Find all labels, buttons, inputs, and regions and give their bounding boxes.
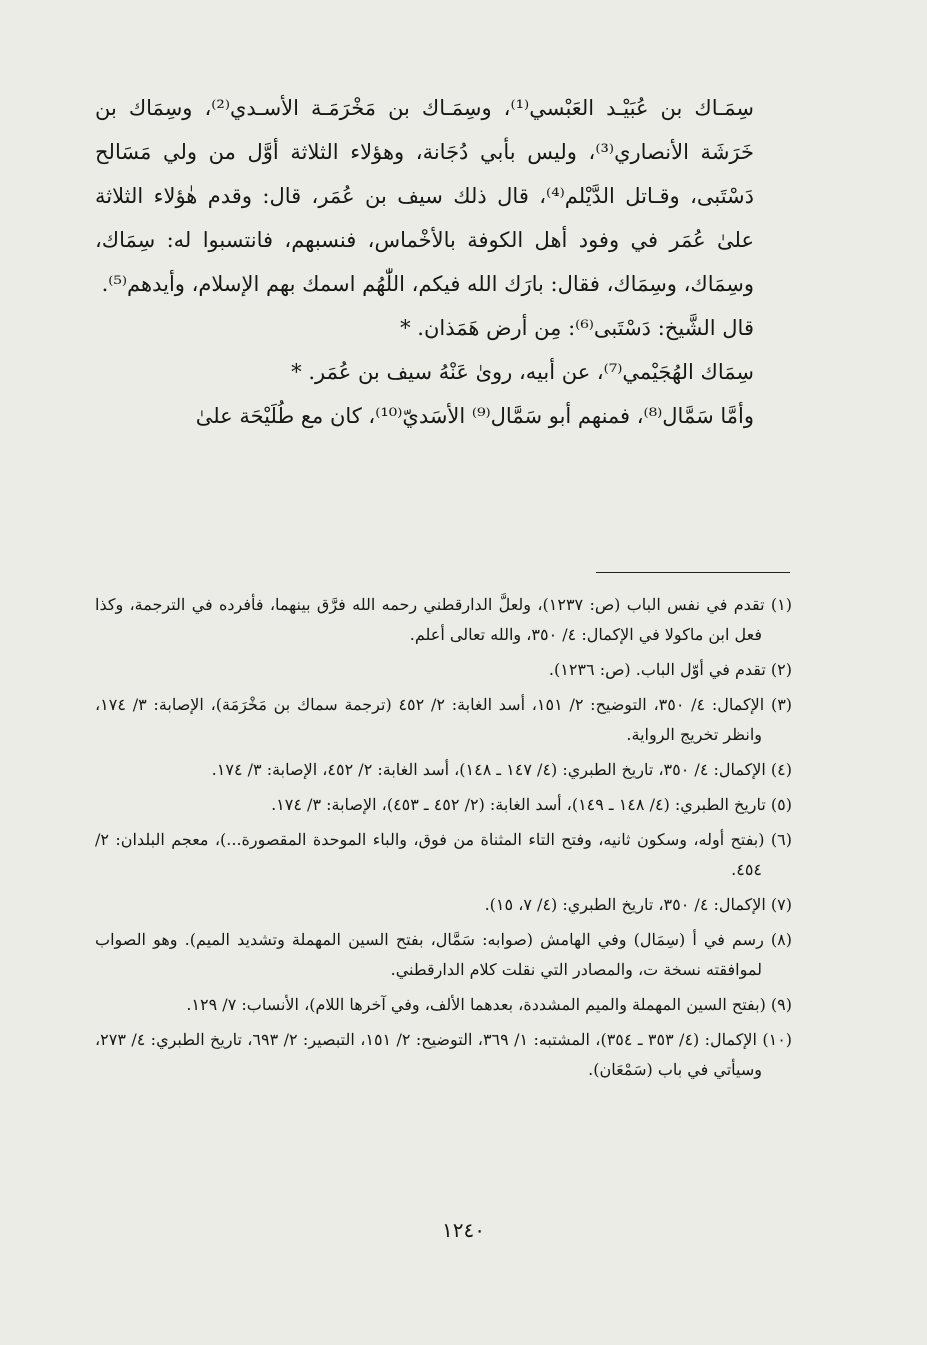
footnotes [95, 590, 792, 1090]
paragraph-sammal: وأمَّا سَمَّال⁽⁸⁾، فمنهم أبو سَمَّال⁽⁹⁾ الأسَديّ⁽¹⁰⁾، كان مع طُلَيْحَة علىٰ [195, 404, 754, 428]
footnote-6: (٦) (بفتح أوله، وسكون ثانيه، وفتح التاء المثناة من فوق، والباء الموحدة المقصورة...)، معجم البلدان: ٢/ ٤٥٤. [95, 830, 792, 879]
paragraph-simak: سِمَـاك بن عُبَيْـد العَبْسي⁽¹⁾، وسِمَـاك بن مَخْرَمَـة الأسـدي⁽²⁾، وسِمَاك بن خَرَشَة الأنصاري⁽³⁾، وليس بأبي دُجَانة، وهؤلاء الثلاثة أوَّل من ولي مَسَالح دَسْتَبى، وقـاتل الدَّيْلم⁽⁴⁾، قال ذلك سيف بن عُمَر، قال: وقدم هٰؤلاء الثلاثة علىٰ عُمَر في وفود أهل الكوفة بالأخْماس، فنسبهم، فانتسبوا له: سِمَاك، وسِمَاك، وسِمَاك، فقال: بارَك الله فيكم، اللّٰهُم اسمك بهم الإسلام، وأيدهم⁽⁵⁾. [95, 96, 755, 296]
footnote-1: (١) تقدم في نفس الباب (ص: ١٢٣٧)، ولعلَّ الدارقطني رحمه الله فرَّق بينهما، فأفرده في الترجمة، وكذا فعل ابن ماكولا في الإكمال: ٤/ ٣٥٠، والله تعالى أعلم. [95, 595, 792, 644]
footnote-10: (١٠) الإكمال: (٤/ ٣٥٣ ـ ٣٥٤)، المشتبه: ١/ ٣٦٩، التوضيح: ٢/ ١٥١، التبصير: ٢/ ٦٩٣، تاريخ الطبري: ٤/ ٢٧٣، وسيأتي في باب (سَمْعَان). [95, 1030, 793, 1079]
footnote-2: (٢) تقدم في أوّل الباب. (ص: ١٢٣٦). [548, 660, 792, 679]
footnote-5: (٥) تاريخ الطبري: (٤/ ١٤٨ ـ ١٤٩)، أسد الغابة: (٢/ ٤٥٢ ـ ٤٥٣)، الإصابة: ٣/ ١٧٤. [271, 795, 792, 814]
footnote-9: (٩) (بفتح السين المهملة والميم المشددة، بعدهما الألف، وفي آخرها اللام)، الأنساب: ٧/ ١٢٩. [186, 995, 792, 1014]
footnote-4: (٤) الإكمال: ٤/ ٣٥٠، تاريخ الطبري: (٤/ ١٤٧ ـ ١٤٨)، أسد الغابة: ٢/ ٤٥٢، الإصابة: ٣/ ١٧٤. [211, 760, 792, 779]
page-number: ١٢٤٠ [442, 1218, 485, 1242]
paragraph-simak-hujaymi: سِمَاك الهُجَيْمي⁽⁷⁾، عن أبيه، روىٰ عَنْهُ سيف بن عُمَر. * [291, 360, 754, 384]
footnote-separator [596, 572, 790, 573]
main-text [95, 86, 790, 438]
footnote-8: (٨) رسم في أ (سِمَال) وفي الهامش (صوابه: سَمَّال، بفتح السين المهملة وتشديد الميم). وهو الصواب لموافقته نسخة ت، والمصادر التي نقلت كلام الدارقطني. [95, 930, 792, 979]
footnote-7: (٧) الإكمال: ٤/ ٣٥٠، تاريخ الطبري: (٤/ ٧، ١٥). [484, 895, 792, 914]
footnote-3: (٣) الإكمال: ٤/ ٣٥٠، التوضيح: ٢/ ١٥١، أسد الغابة: ٢/ ٤٥٢ (ترجمة سماك بن مَخْرَمَة)، الإصابة: ٣/ ١٧٤، وانظر تخريج الرواية. [95, 695, 793, 744]
paragraph-sheikh-note: قال الشَّيخ: دَسْتَبى⁽⁶⁾: مِن أرض هَمَذان. * [400, 316, 754, 340]
